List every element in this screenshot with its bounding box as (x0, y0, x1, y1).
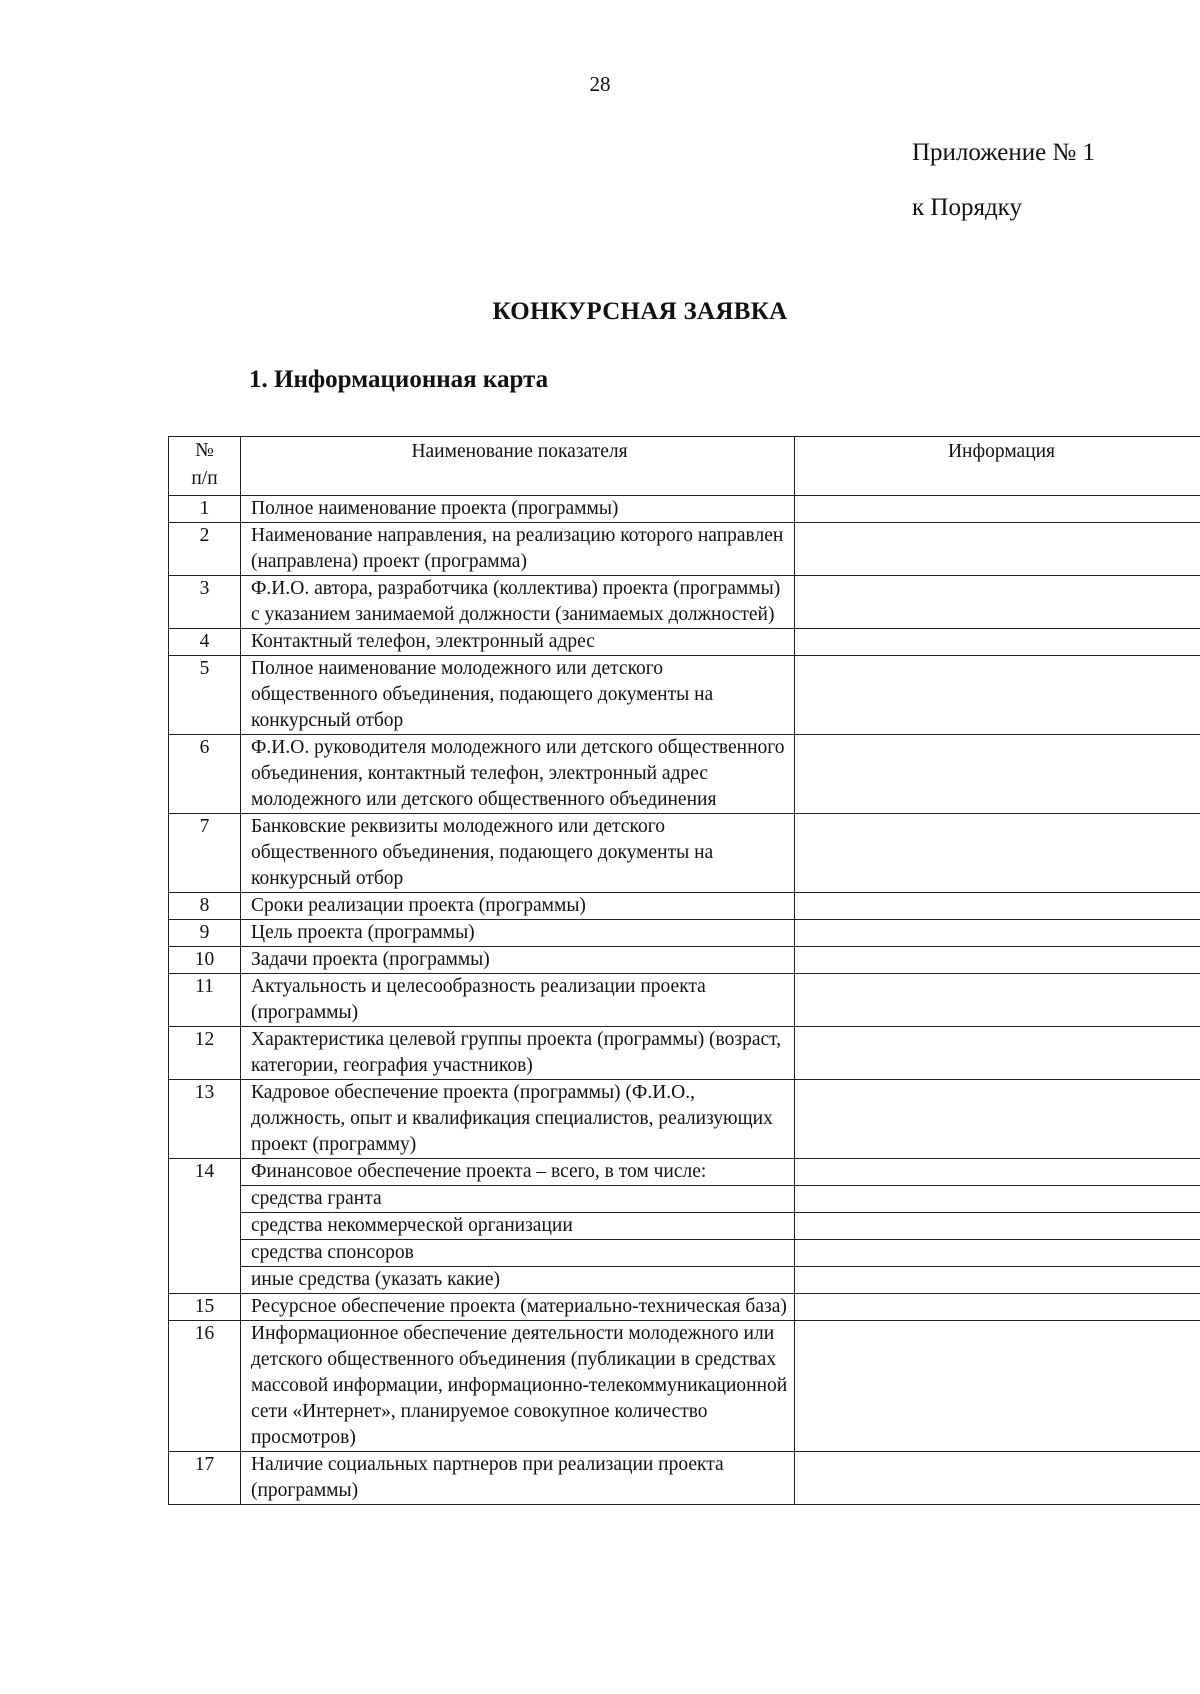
information-cell[interactable] (795, 576, 1200, 629)
table-row (169, 629, 1200, 656)
information-cell[interactable] (795, 1267, 1200, 1294)
row-number: 4 (169, 629, 241, 656)
row-number: 17 (169, 1452, 241, 1505)
row-number: 9 (169, 920, 241, 947)
indicator-subitem: средства гранта (241, 1186, 795, 1213)
indicator-name: Ресурсное обеспечение проекта (материально-техническая база) (241, 1294, 795, 1321)
table-row (169, 1452, 1200, 1505)
indicator-name: Характеристика целевой группы проекта (программы) (возраст, категории, география участников) (241, 1027, 795, 1080)
document-title: КОНКУРСНАЯ ЗАЯВКА (492, 298, 788, 325)
row-number: 12 (169, 1027, 241, 1080)
table-row (169, 1027, 1200, 1080)
indicator-name: Контактный телефон, электронный адрес (241, 629, 795, 656)
table-row (169, 576, 1200, 629)
table-row (169, 814, 1200, 893)
table-row (169, 1080, 1200, 1159)
table-header-row (169, 437, 1200, 496)
table-body (169, 496, 1200, 1505)
information-cell[interactable] (795, 1240, 1200, 1267)
table-row (169, 1321, 1200, 1452)
information-cell[interactable] (795, 1186, 1200, 1213)
information-cell[interactable] (795, 523, 1200, 576)
header-information: Информация (795, 437, 1200, 496)
information-cell[interactable] (795, 974, 1200, 1027)
indicator-name: Наименование направления, на реализацию которого направлен (направлена) проект (программа) (241, 523, 795, 576)
indicator-name: Задачи проекта (программы) (241, 947, 795, 974)
indicator-name: Ф.И.О. руководителя молодежного или детского общественного объединения, контактный телефон, электронный адрес молодежного или детского общественного объединения (241, 735, 795, 814)
information-cell[interactable] (795, 1159, 1200, 1186)
table-row (169, 656, 1200, 735)
header-number-abbr: п/п (191, 468, 218, 489)
indicator-name: Цель проекта (программы) (241, 920, 795, 947)
table-row (169, 893, 1200, 920)
indicator-name: Ф.И.О. автора, разработчика (коллектива) проекта (программы) с указанием занимаемой должности (занимаемых должностей) (241, 576, 795, 629)
header-indicator-name: Наименование показателя (241, 437, 795, 496)
appendix-reference: к Порядку (912, 194, 1022, 221)
row-number: 5 (169, 656, 241, 735)
table-subrow (169, 1240, 1200, 1267)
information-cell[interactable] (795, 1294, 1200, 1321)
information-cell[interactable] (795, 1321, 1200, 1452)
table-row (169, 735, 1200, 814)
information-cell[interactable] (795, 947, 1200, 974)
indicator-subitem: средства спонсоров (241, 1240, 795, 1267)
page-number: 28 (589, 72, 611, 96)
header-number (169, 437, 241, 496)
indicator-name: Полное наименование проекта (программы) (241, 496, 795, 523)
table-subrow (169, 1186, 1200, 1213)
row-number: 15 (169, 1294, 241, 1321)
table-subrow (169, 1267, 1200, 1294)
table-row (169, 920, 1200, 947)
row-number: 6 (169, 735, 241, 814)
row-number: 2 (169, 523, 241, 576)
indicator-name: Кадровое обеспечение проекта (программы) (Ф.И.О., должность, опыт и квалификация специалистов, реализующих проект (программу) (241, 1080, 795, 1159)
row-number: 11 (169, 974, 241, 1027)
information-cell[interactable] (795, 920, 1200, 947)
indicator-name: Финансовое обеспечение проекта – всего, в том числе: (241, 1159, 795, 1186)
indicator-name: Сроки реализации проекта (программы) (241, 893, 795, 920)
information-cell[interactable] (795, 629, 1200, 656)
row-number: 13 (169, 1080, 241, 1159)
information-cell[interactable] (795, 893, 1200, 920)
row-number: 7 (169, 814, 241, 893)
indicator-name: Информационное обеспечение деятельности молодежного или детского общественного объединения (публикации в средствах массовой информации, информационно-телекоммуникационной сети «Интернет», планируемое совокупное количество просмотров) (241, 1321, 795, 1452)
table-row (169, 1294, 1200, 1321)
table-row (169, 523, 1200, 576)
indicator-name: Банковские реквизиты молодежного или детского общественного объединения, подающего документы на конкурсный отбор (241, 814, 795, 893)
information-cell[interactable] (795, 656, 1200, 735)
information-cell[interactable] (795, 1027, 1200, 1080)
indicator-subitem: иные средства (указать какие) (241, 1267, 795, 1294)
information-cell[interactable] (795, 735, 1200, 814)
indicator-name: Полное наименование молодежного или детского общественного объединения, подающего документы на конкурсный отбор (241, 656, 795, 735)
table-row (169, 947, 1200, 974)
information-card-table (168, 436, 1200, 1505)
row-number: 3 (169, 576, 241, 629)
information-cell[interactable] (795, 1213, 1200, 1240)
row-number: 1 (169, 496, 241, 523)
table-subrow (169, 1213, 1200, 1240)
row-number: 8 (169, 893, 241, 920)
information-cell[interactable] (795, 496, 1200, 523)
section-title: 1. Информационная карта (249, 366, 549, 393)
row-number: 10 (169, 947, 241, 974)
header-number-symbol: № (195, 440, 214, 461)
indicator-name: Актуальность и целесообразность реализации проекта (программы) (241, 974, 795, 1027)
information-cell[interactable] (795, 1452, 1200, 1505)
information-cell[interactable] (795, 1080, 1200, 1159)
table-row (169, 496, 1200, 523)
indicator-subitem: средства некоммерческой организации (241, 1213, 795, 1240)
row-number: 16 (169, 1321, 241, 1452)
information-cell[interactable] (795, 814, 1200, 893)
indicator-name: Наличие социальных партнеров при реализации проекта (программы) (241, 1452, 795, 1505)
appendix-label: Приложение № 1 (912, 139, 1096, 166)
table-row-financial (169, 1159, 1200, 1186)
row-number: 14 (169, 1159, 241, 1294)
table-row (169, 974, 1200, 1027)
